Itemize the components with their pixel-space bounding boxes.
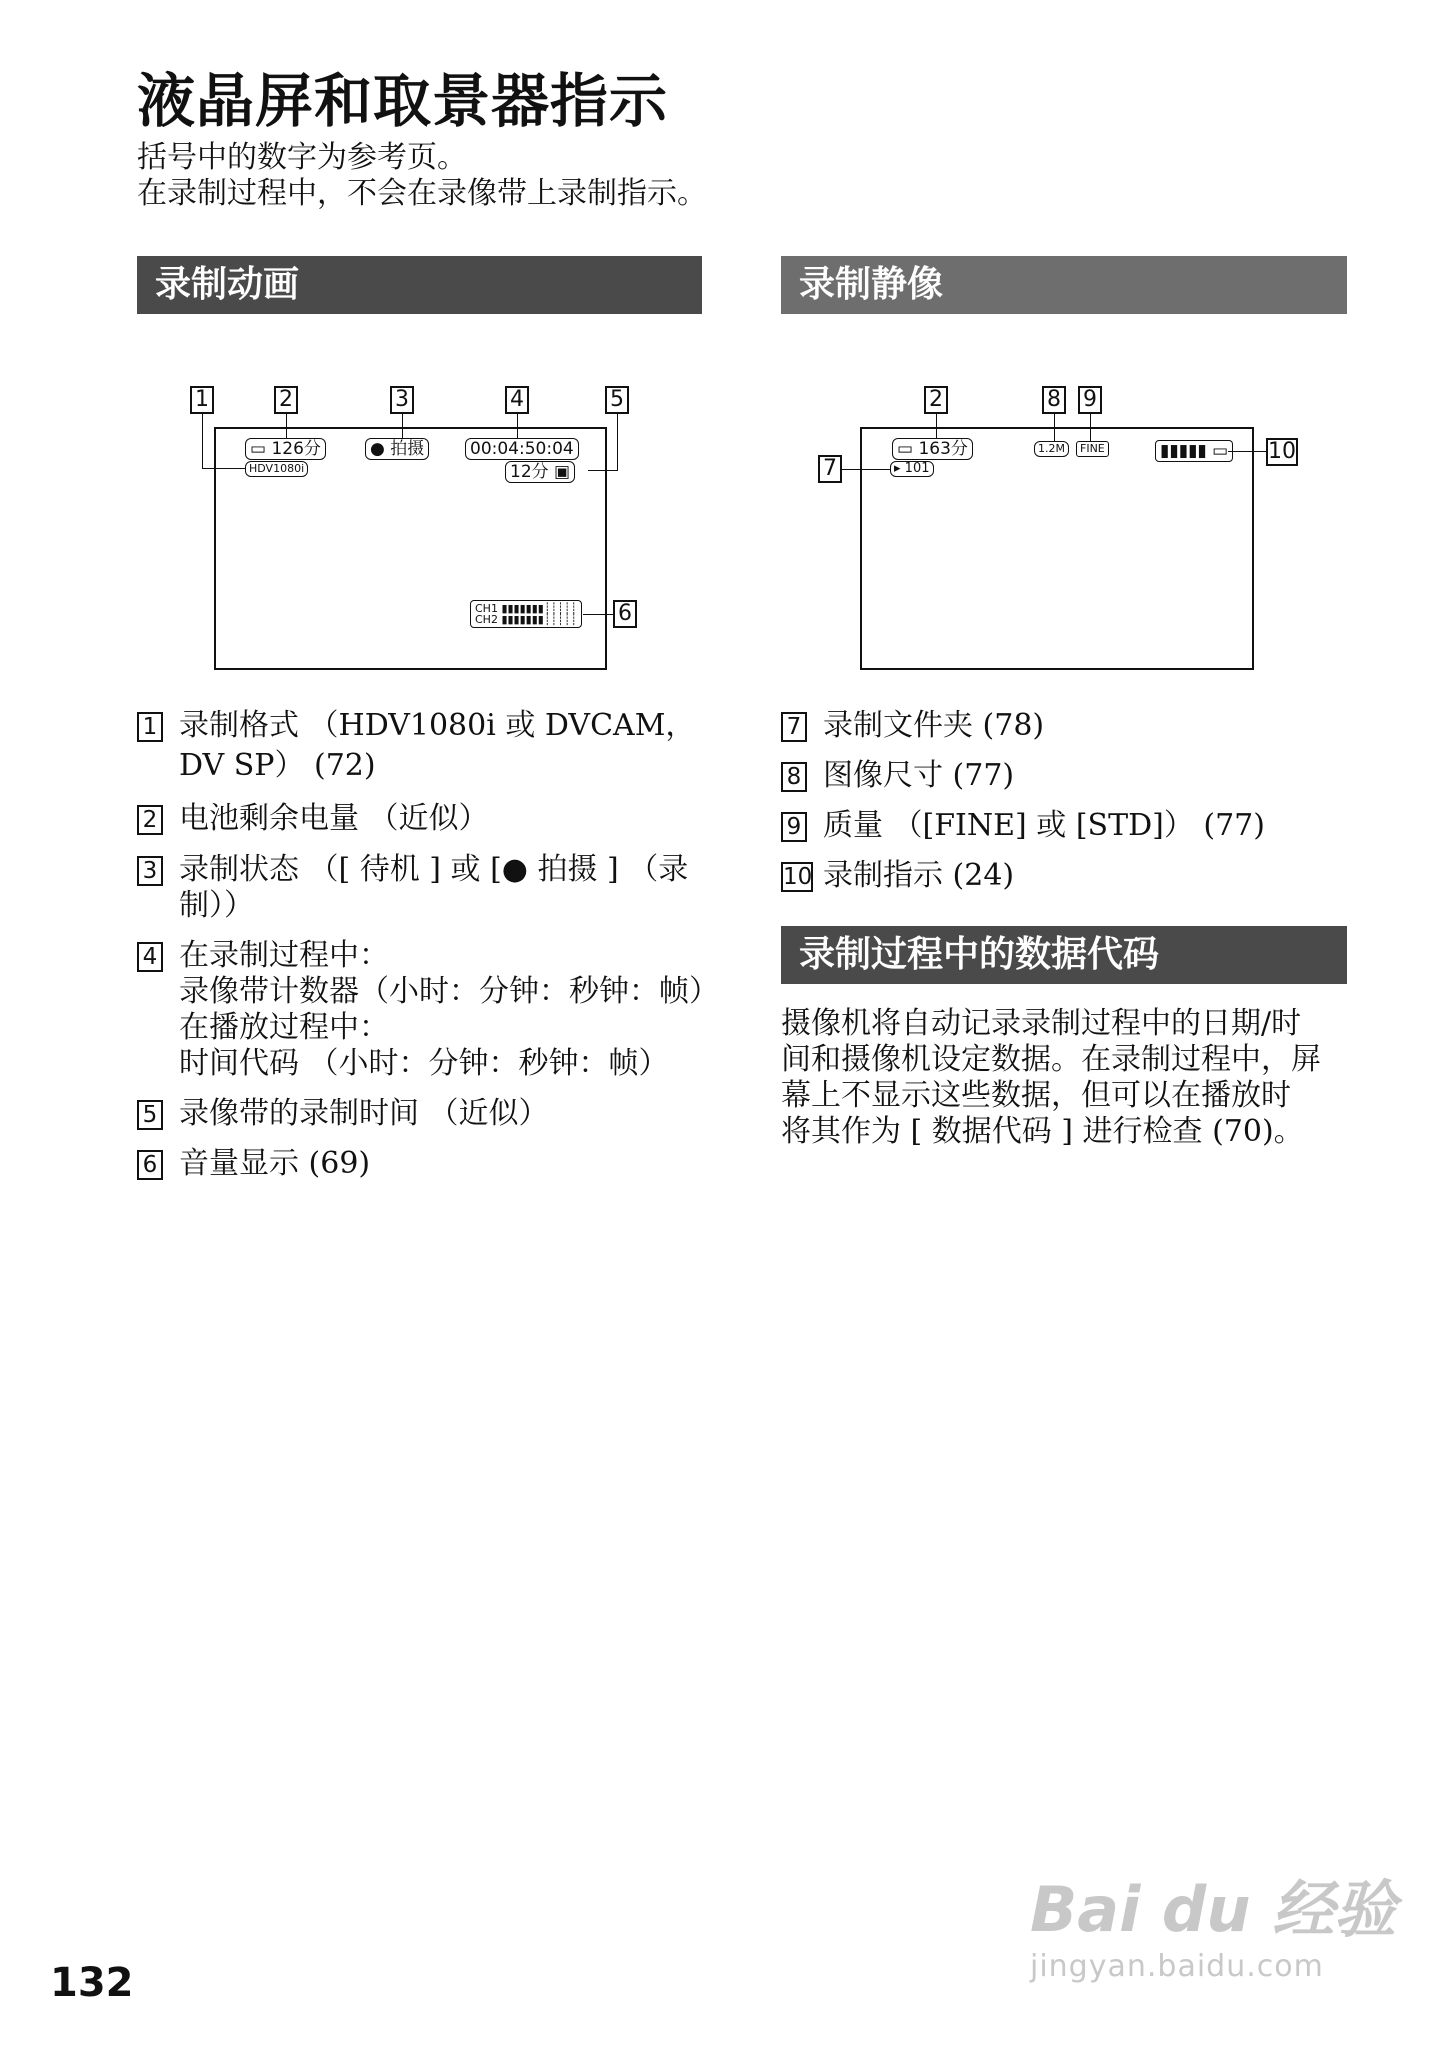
callout-7: 7	[818, 455, 842, 483]
timecode-indicator: 00:04:50:04	[465, 438, 579, 460]
status-indicator: ● 拍摄	[365, 438, 429, 460]
audio-level-meter: CH1 ▮▮▮▮▮▮▮┊┊┊┊┊ CH2 ▮▮▮▮▮▮▮┊┊┊┊┊	[470, 600, 582, 628]
legend-num-1: 1	[137, 712, 163, 742]
callout-2: 2	[274, 386, 298, 414]
baidu-watermark	[1030, 1860, 1396, 1984]
watermark-url: jingyan.baidu.com	[1030, 1949, 1324, 1984]
format-indicator: HDV1080i	[245, 461, 308, 477]
tape-remaining-indicator: 12分 ▣	[505, 461, 575, 483]
leader-line-5h	[588, 470, 618, 471]
level-bar-icon: ▮▮▮▮▮▮▮┊┊┊┊┊	[501, 613, 577, 626]
watermark-logo: Bai du 经验	[1030, 1873, 1397, 1946]
legend-num-4: 4	[137, 942, 163, 972]
legend-num-10: 10	[783, 864, 813, 890]
legend-num-7: 7	[781, 712, 807, 742]
callout-8: 8	[1042, 386, 1066, 414]
section-data-code: 录制过程中的数据代码	[781, 926, 1347, 984]
recording-indicator	[1155, 440, 1233, 462]
legend-num-5: 5	[137, 1100, 163, 1130]
intro-line-2: 在录制过程中，不会在录像带上录制指示。	[137, 176, 707, 211]
data-code-line-1: 摄像机将自动记录录制过程中的日期/时	[781, 1006, 1302, 1041]
data-code-line-3: 幕上不显示这些数据，但可以在播放时	[781, 1078, 1291, 1113]
callout-10: 10	[1268, 439, 1296, 464]
battery-icon: ▭	[897, 439, 919, 459]
leader-line-10	[1228, 451, 1266, 452]
leader-line-1	[202, 414, 203, 468]
callout-1: 1	[190, 386, 214, 414]
battery-icon: ▭	[250, 439, 272, 459]
data-code-line-2: 间和摄像机设定数据。在录制过程中，屏	[781, 1042, 1321, 1077]
callout-4: 4	[505, 386, 529, 414]
leader-line-1h	[202, 468, 246, 469]
legend-num-8: 8	[781, 762, 807, 792]
leader-line-6	[583, 614, 613, 615]
data-code-line-4: 将其作为 [ 数据代码 ] 进行检查 (70)。	[781, 1114, 1304, 1149]
cassette-icon: ▣	[548, 462, 571, 482]
callout-9: 9	[1078, 386, 1102, 414]
leader-line-7	[842, 469, 890, 470]
section-movie: 录制动画	[137, 256, 702, 314]
legend-num-9: 9	[781, 812, 807, 842]
legend-num-6: 6	[137, 1150, 163, 1180]
quality-indicator: FINE	[1076, 441, 1109, 457]
intro-line-1: 括号中的数字为参考页。	[137, 140, 467, 175]
battery-indicator-still: ▭ 163分	[892, 438, 973, 460]
section-still: 录制静像	[781, 256, 1347, 314]
level-bar-icon: ▮▮▮▮▮▮▮┊┊┊┊┊	[501, 602, 577, 615]
folder-indicator: ▸ 101	[890, 461, 934, 477]
legend-num-2: 2	[137, 805, 163, 835]
recording-level-icon: ▮▮▮▮▮ ▭	[1160, 441, 1229, 461]
legend-num-3: 3	[137, 856, 163, 886]
callout-5: 5	[605, 386, 629, 414]
callout-6: 6	[613, 600, 637, 628]
callout-3: 3	[390, 386, 414, 414]
play-icon: ▸	[894, 461, 905, 476]
callout-2-still: 2	[924, 386, 948, 414]
battery-indicator: ▭ 126分	[245, 438, 326, 460]
leader-line-5	[617, 414, 618, 470]
image-size-indicator: 1.2M	[1034, 441, 1069, 457]
page-title: 液晶屏和取景器指示	[137, 67, 669, 135]
page-number: 132	[50, 1960, 134, 2006]
